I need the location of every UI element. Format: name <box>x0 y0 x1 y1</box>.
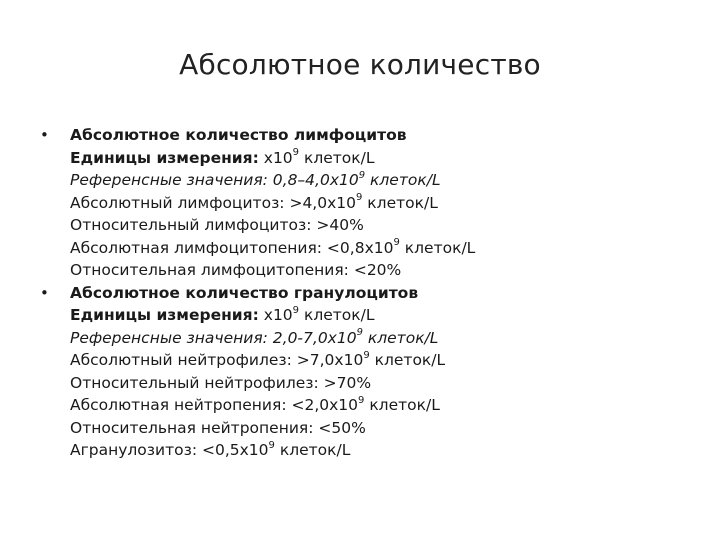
list-item <box>70 237 698 260</box>
reference-line <box>70 169 698 192</box>
reference-exponent: 9 <box>356 327 363 339</box>
slide-content <box>38 124 698 462</box>
reference-text: Референсные значения: 0,8–4,0х10 <box>70 171 359 189</box>
units-value: х10 <box>263 306 293 324</box>
units-label: Единицы измерения: <box>70 148 259 167</box>
list-item <box>70 349 698 372</box>
reference-text: Референсные значения: 2,0-7,0х10 <box>70 328 357 347</box>
list-item <box>70 372 698 395</box>
row-text: Относительная нейтропения: <50% <box>70 418 366 437</box>
row-suffix: клеток/L <box>274 441 351 459</box>
bullet-icon: • <box>40 283 49 302</box>
row-exponent: 9 <box>268 439 275 451</box>
row-text: Относительный нейтрофилез: >70% <box>70 373 372 392</box>
row-exponent: 9 <box>358 394 365 406</box>
list-item <box>70 394 698 417</box>
bullet-icon: • <box>40 126 49 144</box>
row-text: Абсолютная нейтропения: <2,0х10 <box>70 396 359 414</box>
row-text: Относительная лимфоцитопения: <20% <box>70 261 402 279</box>
units-exponent: 9 <box>292 147 300 159</box>
units-line <box>70 147 698 170</box>
units-suffix: клеток/L <box>299 148 375 167</box>
row-text: Относительный лимфоцитоз: >40% <box>70 216 364 234</box>
row-suffix: клеток/L <box>362 193 438 212</box>
row-text: Абсолютный лимфоцитоз: >4,0х10 <box>70 193 356 212</box>
reference-line <box>70 327 698 350</box>
list-item <box>70 259 698 282</box>
row-exponent: 9 <box>356 192 363 204</box>
reference-suffix: клеток/L <box>365 171 441 189</box>
units-exponent: 9 <box>292 304 300 316</box>
slide-title: Абсолютное количество <box>179 48 541 81</box>
units-label: Единицы измерения: <box>70 306 259 324</box>
reference-exponent: 9 <box>358 169 366 181</box>
row-suffix: клеток/L <box>399 238 476 257</box>
bullet-section-granulocytes <box>38 282 698 462</box>
bullet-section-lymphocytes <box>38 124 698 282</box>
list-item <box>70 439 698 462</box>
row-suffix: клеток/L <box>364 396 440 414</box>
section-heading: Абсолютное количество гранулоцитов <box>70 283 419 302</box>
row-text: Агранулозитоз: <0,5х10 <box>70 441 269 459</box>
list-item <box>70 192 698 215</box>
units-line <box>70 304 698 327</box>
row-suffix: клеток/L <box>369 351 446 369</box>
row-exponent: 9 <box>393 237 400 249</box>
list-item <box>70 214 698 237</box>
section-heading: Абсолютное количество лимфоцитов <box>70 126 407 144</box>
reference-suffix: клеток/L <box>362 328 439 347</box>
units-value: х10 <box>263 148 293 167</box>
row-text: Абсолютный нейтрофилез: >7,0х10 <box>70 351 364 369</box>
row-text: Абсолютная лимфоцитопения: <0,8х10 <box>70 238 394 257</box>
row-exponent: 9 <box>363 349 370 361</box>
list-item <box>70 417 698 440</box>
units-suffix: клеток/L <box>299 306 375 324</box>
